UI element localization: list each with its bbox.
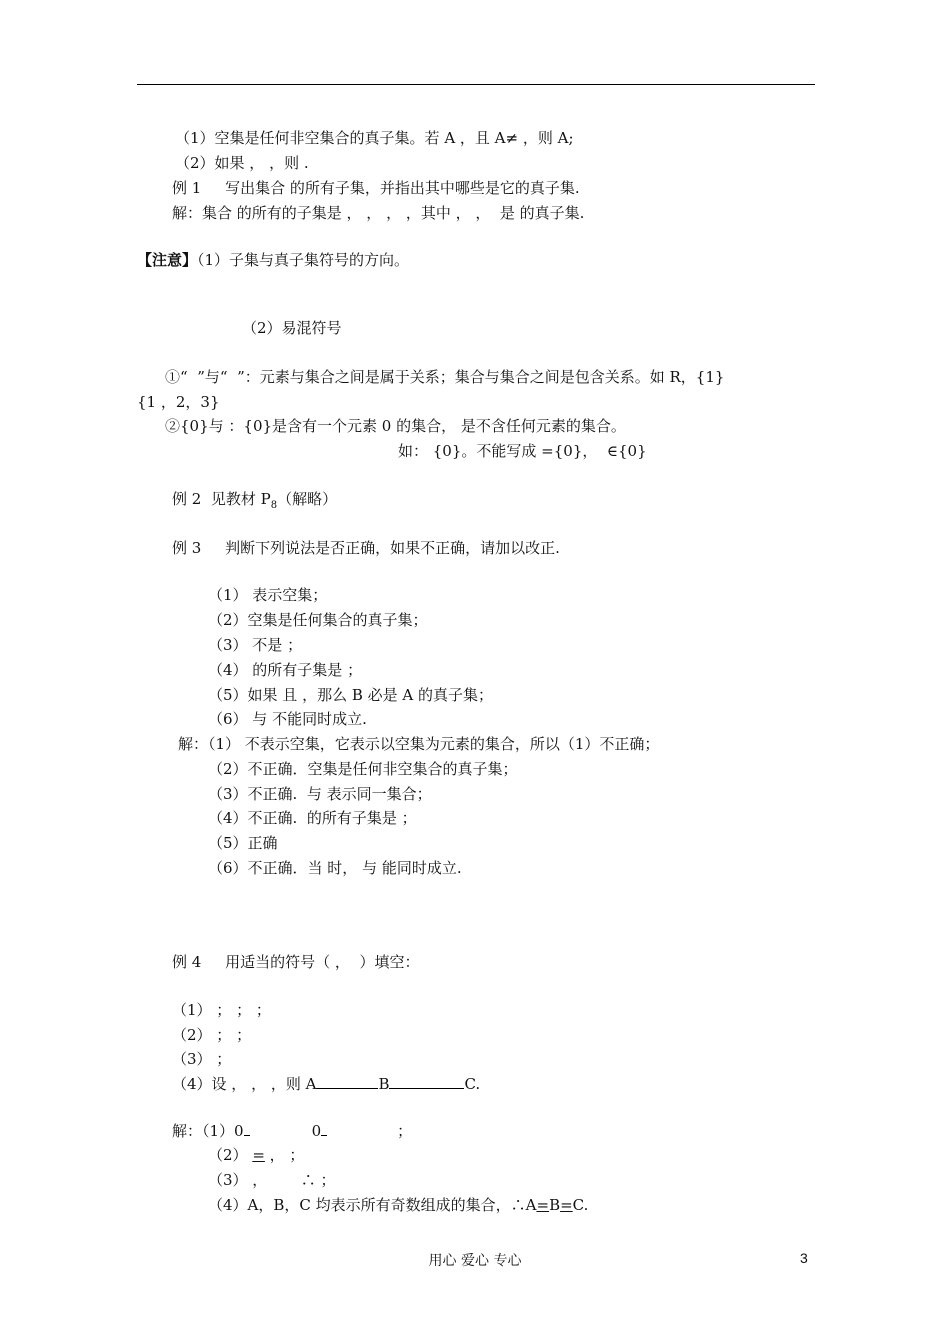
example-3-heading: 例 3 判断下列说法是否正确，如果不正确，请加以改正.: [172, 539, 560, 557]
symbol-note-1: ①“ ”与“ ”：元素与集合之间是属于关系；集合与集合之间是包含关系。如 R，{1}: [165, 368, 725, 386]
example-4-heading: 例 4 用适当的符号（ ， ）填空：: [172, 953, 420, 971]
text-line: （1）空集是任何非空集合的真子集。若 A ，且 A≠ ，则 A;: [175, 129, 574, 147]
note-text: （1）子集与真子集符号的方向。: [197, 251, 410, 269]
solution-line: （6）不正确．当 时， 与 能同时成立.: [208, 859, 462, 877]
list-item: （2）空集是任何集合的真子集；: [208, 611, 428, 629]
blank-line: [244, 1121, 250, 1136]
list-item: （3） 不是 ；: [208, 636, 303, 654]
solution-line: [208, 1195, 588, 1215]
example-2-suffix: （解略）: [277, 490, 338, 508]
solution-text: （2）: [208, 1146, 253, 1164]
list-item: （4） 的所有子集是 ；: [208, 661, 363, 679]
solution-text: 解：（1）0: [172, 1122, 244, 1140]
equals-sign: =: [560, 1196, 573, 1214]
symbol-note-2-example: 如： {0}。不能写成 ={0}， ∈{0}: [398, 442, 647, 460]
example-1-solution: 解：集合 的所有的子集是 ， ， ， ，其中 ， ， 是 的真子集.: [172, 204, 585, 222]
list-item: （6） 与 不能同时成立.: [208, 710, 367, 728]
equals-sign: =: [536, 1196, 550, 1214]
solution-line: （4）不正确. 的所有子集是 ；: [208, 809, 417, 827]
header-rule: [137, 84, 815, 85]
solution-line: （2）不正确．空集是任何非空集合的真子集；: [208, 760, 518, 778]
symbol-note-2: ②{0}与 ：{0}是含有一个元素 0 的集合， 是不含任何元素的集合。: [165, 417, 626, 435]
equals-sign: =: [252, 1146, 265, 1164]
list-item: （5）如果 且 ，那么 B 必是 A 的真子集；: [208, 686, 494, 704]
page-footer: 用心 爱心 专心: [428, 1253, 522, 1269]
list-item: （3） ；: [172, 1050, 232, 1068]
solution-line: [208, 1145, 304, 1165]
item-text: （4）设 ， ， ，则 A: [172, 1075, 317, 1093]
note-line: [137, 250, 409, 270]
note-label: 【注意】: [137, 251, 198, 269]
symbol-note-1-cont: {1 ，2，3}: [137, 393, 220, 411]
example-2-subscript: 8: [270, 500, 278, 511]
solution-line: （3） ， ∴ ；: [208, 1171, 336, 1189]
note-subheading: （2）易混符号: [242, 319, 342, 337]
blank-line: [321, 1121, 327, 1136]
solution-text: （4）A，B，C 均表示所有奇数组成的集合，∴A: [208, 1196, 537, 1214]
text-line: （2）如果 ， ，则 .: [175, 154, 309, 172]
solution-line: 解：（1） 不表示空集，它表示以空集为元素的集合，所以（1）不正确；: [178, 735, 660, 753]
solution-text: B: [549, 1196, 561, 1214]
solution-line: （3）不正确. 与 表示同一集合；: [208, 785, 432, 803]
item-text: C.: [464, 1075, 481, 1093]
list-item: （2） ； ；: [172, 1026, 252, 1044]
blank-line: [316, 1074, 378, 1089]
list-item: （1） 表示空集；: [208, 586, 328, 604]
solution-line: （5）正确: [208, 834, 278, 852]
blank-line: [389, 1074, 464, 1089]
example-2-text: 例 2 见教材 P: [172, 490, 271, 508]
solution-text: ；: [397, 1122, 413, 1140]
page-number: 3: [800, 1250, 808, 1266]
item-text: B: [378, 1075, 390, 1093]
solution-text: ， ；: [264, 1146, 305, 1164]
solution-text: C.: [572, 1196, 589, 1214]
example-1-heading: 例 1 写出集合 的所有子集，并指出其中哪些是它的真子集.: [172, 179, 580, 197]
solution-line: [172, 1121, 412, 1141]
list-item: （1） ； ； ；: [172, 1001, 271, 1019]
example-2-heading: [172, 489, 337, 516]
list-item: [172, 1074, 480, 1094]
solution-text: 0: [311, 1122, 322, 1140]
